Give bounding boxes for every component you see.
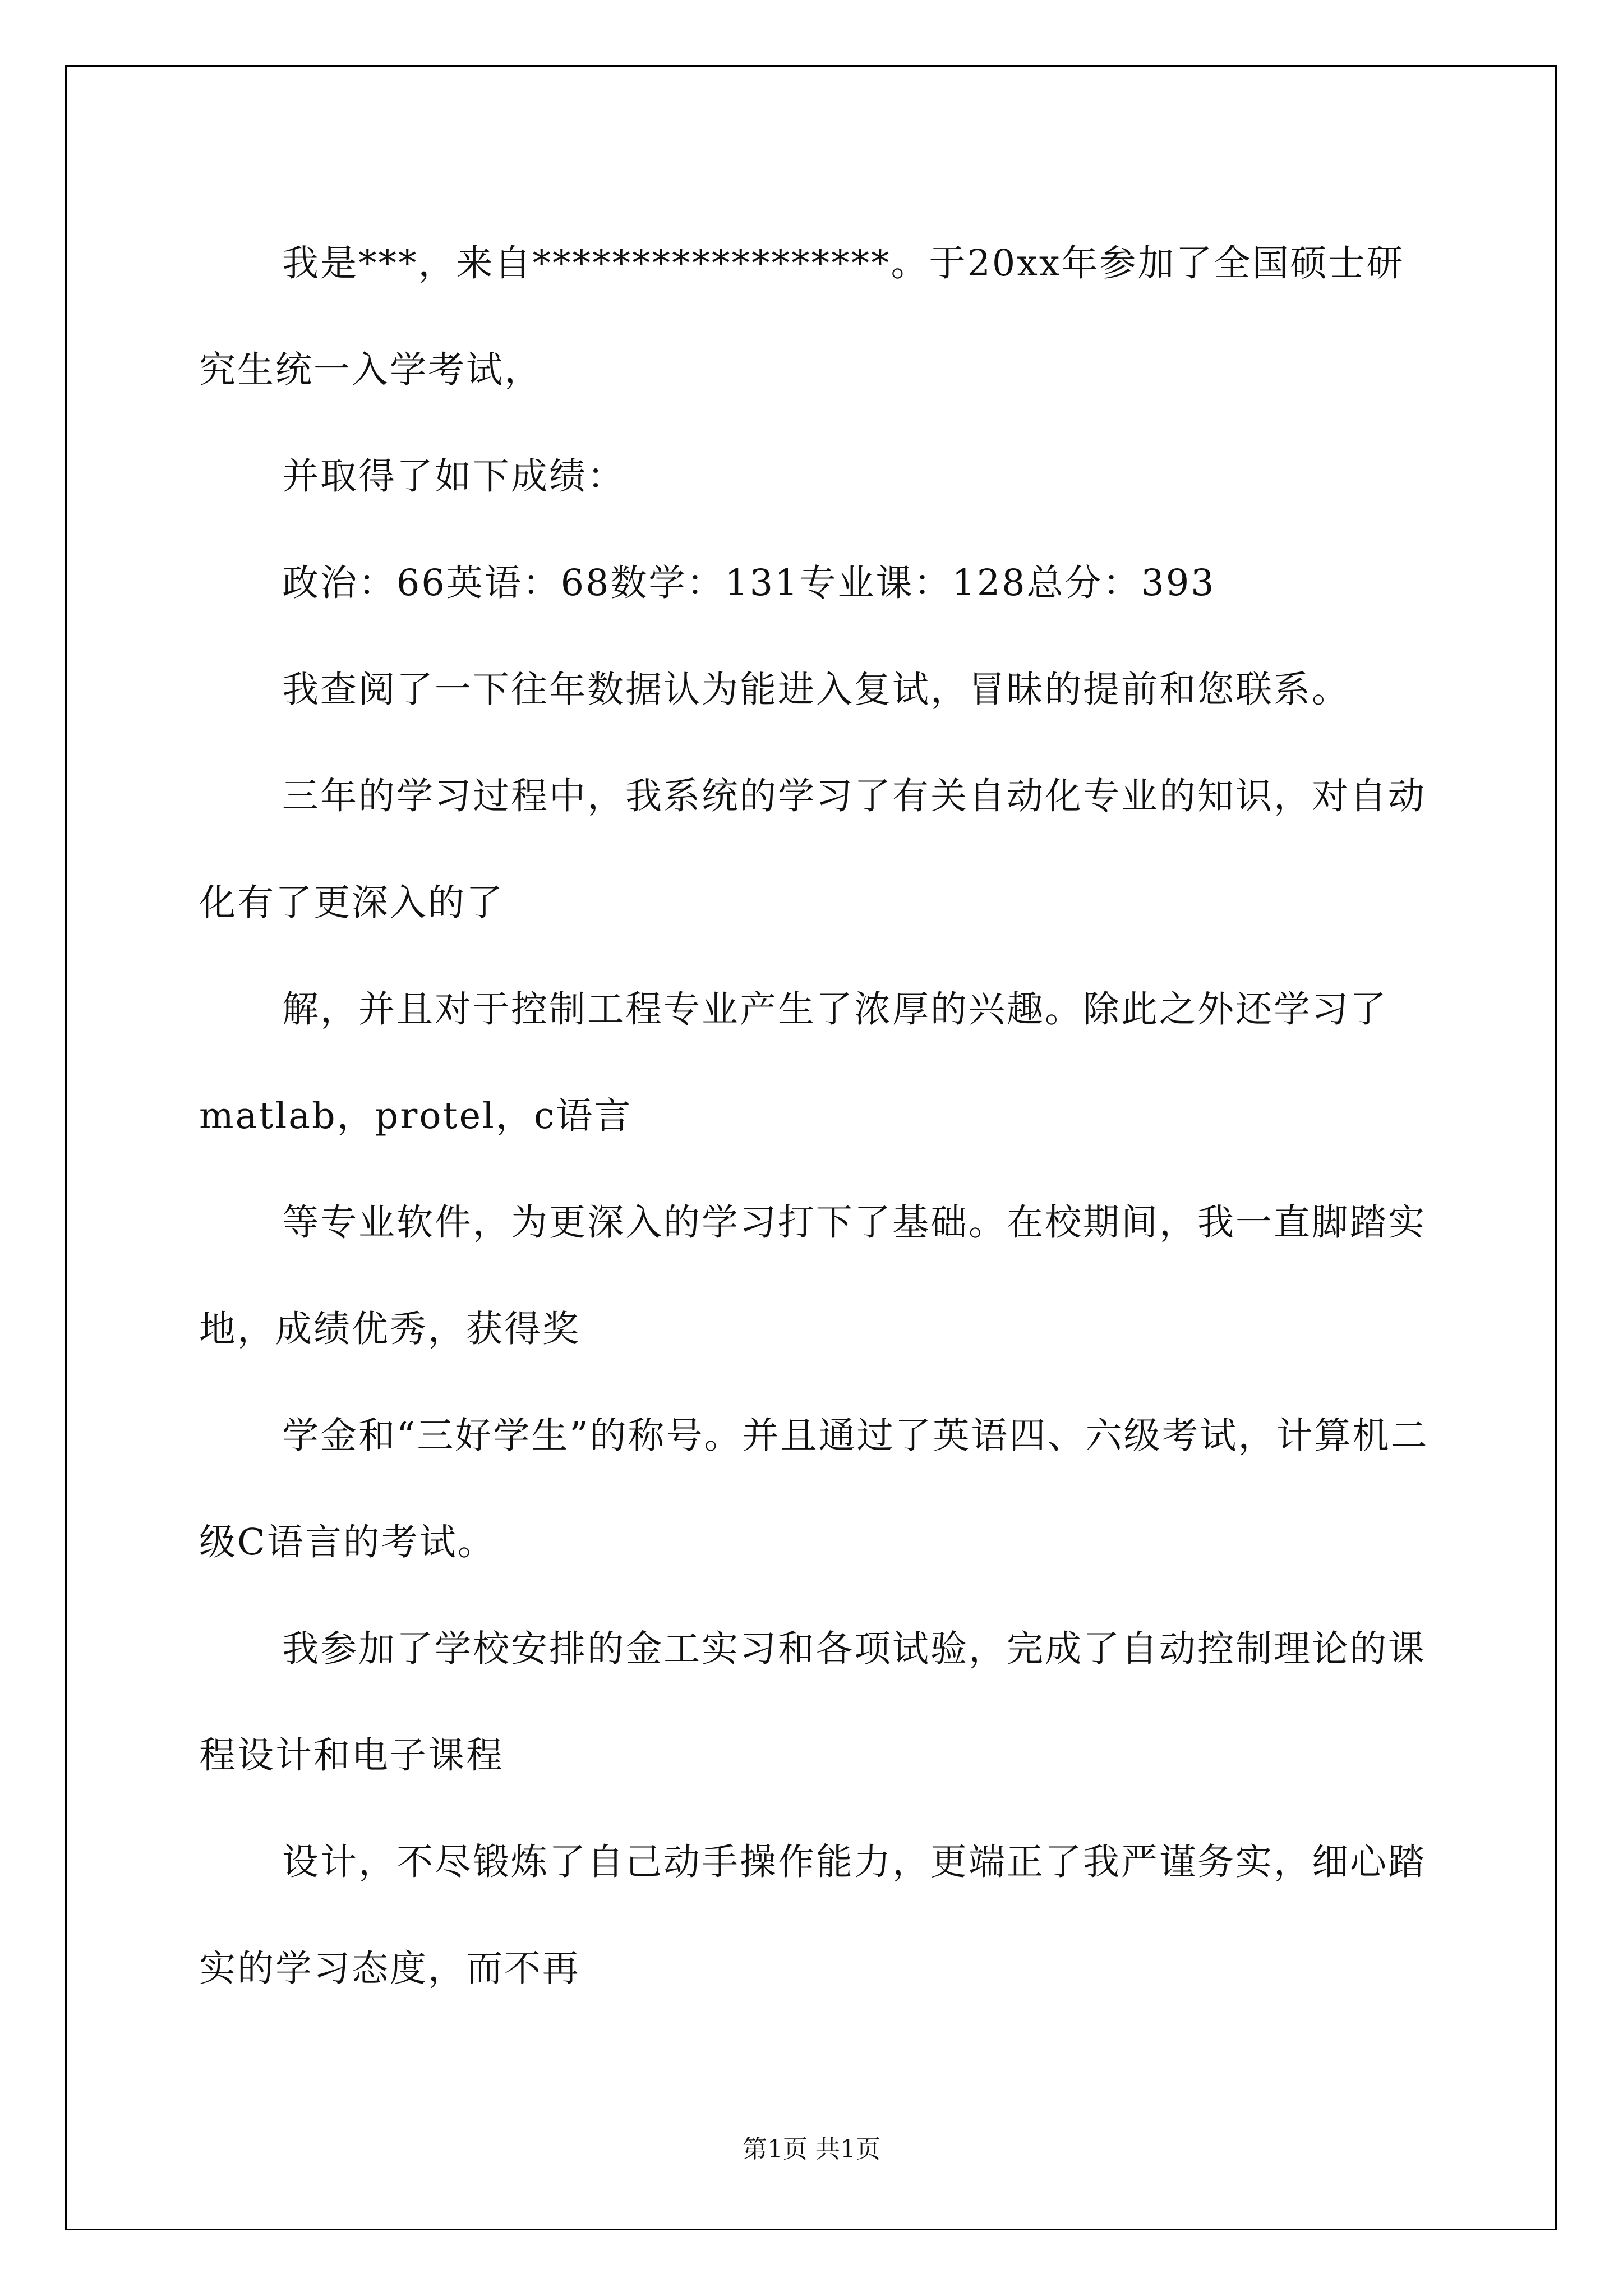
- paragraph-study-3: 等专业软件，为更深入的学习打下了基础。在校期间，我一直脚踏实地，成绩优秀，获得奖: [199, 1202, 1427, 1350]
- paragraph-intro: 我是***，来自******************。于20xx年参加了全国硕士研究生统一入学考试，: [199, 242, 1405, 391]
- page-number: 第1页 共1页: [743, 2135, 880, 2164]
- paragraph-scores-intro: 并取得了如下成绩：: [282, 455, 626, 498]
- paragraph-practice-1: 我参加了学校安排的金工实习和各项试验，完成了自动控制理论的课程设计和电子课程: [199, 1628, 1427, 1777]
- document-body: [199, 210, 1433, 2022]
- paragraph-scores: 政治：66英语：68数学：131专业课：128总分：393: [282, 562, 1216, 604]
- paragraph-contact: 我查阅了一下往年数据认为能进入复试，冒昧的提前和您联系。: [282, 669, 1350, 711]
- paragraph-study-1: 三年的学习过程中，我系统的学习了有关自动化专业的知识，对自动化有了更深入的了: [199, 775, 1427, 924]
- paragraph-study-2: 解，并且对于控制工程专业产生了浓厚的兴趣。除此之外还学习了matlab，protel，c语言: [199, 988, 1389, 1137]
- paragraph-honors: 学金和“三好学生”的称号。并且通过了英语四、六级考试，计算机二级C语言的考试。: [199, 1415, 1429, 1563]
- paragraph-practice-2: 设计，不尽锻炼了自己动手操作能力，更端正了我严谨务实，细心踏实的学习态度，而不再: [199, 1841, 1427, 1990]
